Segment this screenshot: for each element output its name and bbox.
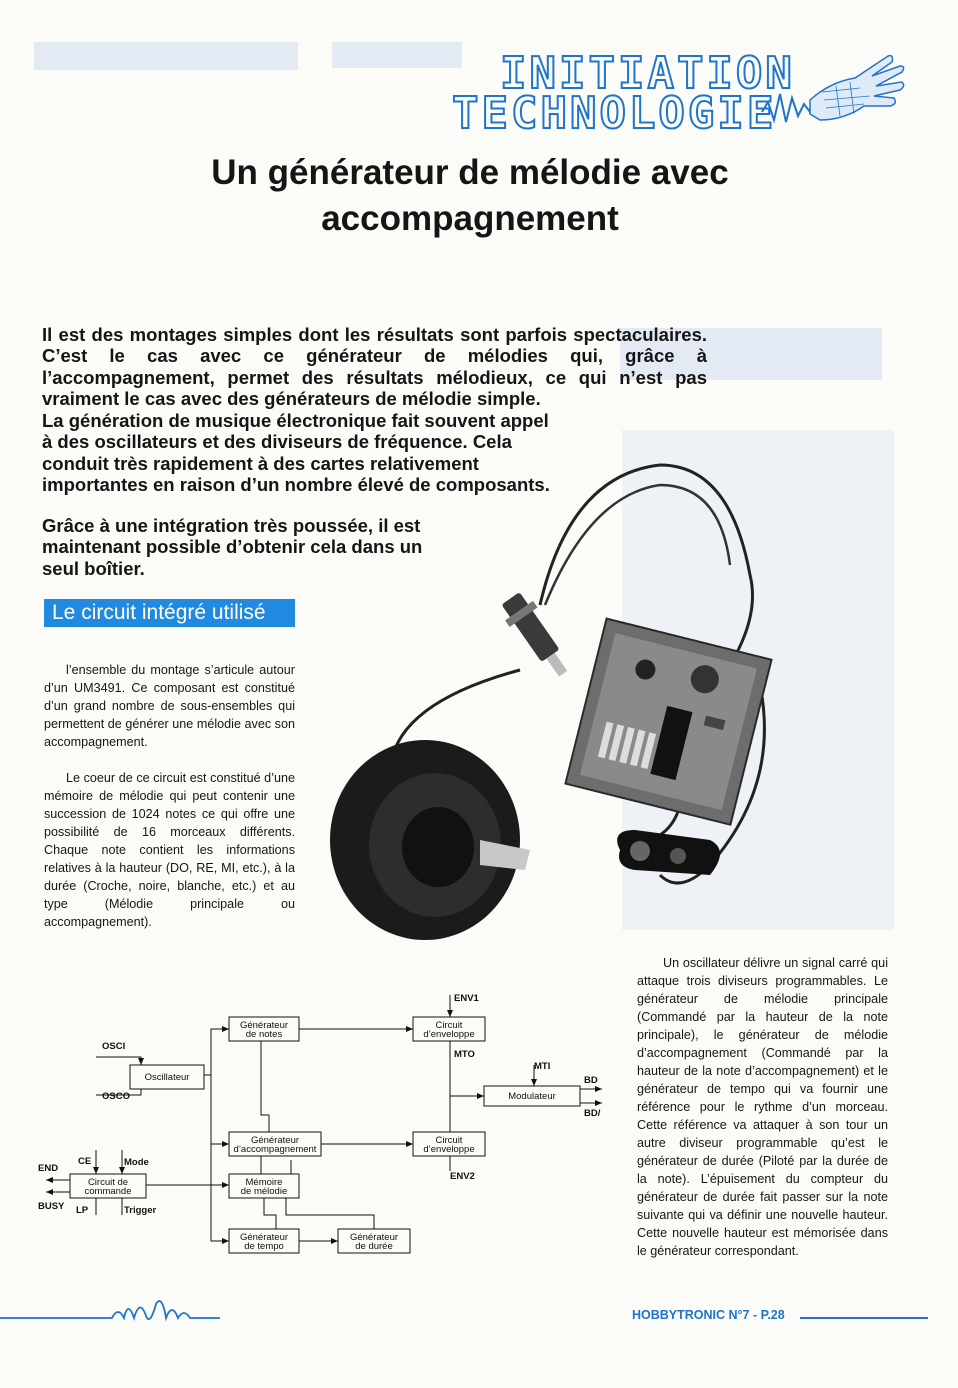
label-duree-1: Générateur xyxy=(349,1232,399,1243)
article-title: Un générateur de mélodie avec accompagnement xyxy=(211,153,729,238)
label-accomp-2: d’accompagnement xyxy=(233,1144,317,1155)
pin-trigger: Trigger xyxy=(124,1205,157,1216)
footer-rule-right xyxy=(800,1317,928,1319)
label-duree-2: de durée xyxy=(355,1241,393,1252)
label-oscillateur: Oscillateur xyxy=(144,1072,190,1083)
label-cmd-1: Circuit de xyxy=(87,1177,129,1188)
hand-wave-logo xyxy=(760,42,910,132)
intro-paragraph-1: Il est des montages simples dont les résultats sont parfois spectaculaires. C’est le cas avec ce générateur de mélodies qui, grâce à l’accompagnement, permet des résultats mélodieux, ce qui n’est pas vraiment le cas avec des générateurs de mélodie simple. xyxy=(42,324,707,409)
intro-paragraph-2: La génération de musique électronique fait souvent appel à des oscillateurs et des diviseurs de fréquence. Cela conduit très rapidement à des cartes relativement importantes en raison d’un nombre élevé de composants. xyxy=(42,410,550,495)
pin-mode: Mode xyxy=(124,1157,149,1168)
pin-lp: LP xyxy=(76,1205,89,1216)
label-env1-2: d’enveloppe xyxy=(423,1029,475,1040)
label-gen-notes-2: de notes xyxy=(245,1029,283,1040)
label-env1-1: Circuit xyxy=(435,1020,463,1031)
body-paragraph-1: l’ensemble du montage s’articule autour d’un UM3491. Ce composant est constitué d’un grand nombre de sous-ensembles qui permettent de générer une mélodie avec son accompagnement. xyxy=(44,663,295,749)
intro-paragraph-3: Grâce à une intégration très poussée, il est maintenant possible d’obtenir cela dans un seul boîtier. xyxy=(42,515,423,579)
pin-end: END xyxy=(38,1163,59,1174)
pin-osci: OSCI xyxy=(102,1041,126,1052)
label-tempo-2: de tempo xyxy=(244,1241,284,1252)
pin-env1: ENV1 xyxy=(454,993,479,1004)
bleed-through-band-mid xyxy=(332,42,462,68)
label-env2-1: Circuit xyxy=(435,1135,463,1146)
pin-ce: CE xyxy=(78,1156,92,1167)
label-tempo-1: Générateur xyxy=(239,1232,289,1243)
pin-mti: MTI xyxy=(534,1061,551,1072)
pin-env2: ENV2 xyxy=(450,1171,475,1182)
label-gen-notes-1: Générateur xyxy=(239,1020,289,1031)
header-initiation: INITIATION xyxy=(500,48,795,99)
label-memoire-1: Mémoire xyxy=(245,1177,283,1188)
pin-mto: MTO xyxy=(454,1049,475,1060)
pin-bd-bar: BD/ xyxy=(584,1108,601,1119)
circuit-photo xyxy=(330,455,790,945)
label-memoire-2: de mélodie xyxy=(240,1186,288,1197)
body-paragraph-2: Le coeur de ce circuit est constitué d’une mémoire de mélodie qui peut contenir une succession de 1024 notes ce qui offre une possibilité de 16 morceaux différents. Chaque note contient les informations relatives à la hauteur (DO, RE, MI, etc.), à la durée (Croche, noire, blanche, etc.) et au type (Mélodie principale ou accompagnement). xyxy=(44,771,295,929)
pin-busy: BUSY xyxy=(38,1201,65,1212)
bleed-through-band-left xyxy=(34,42,298,70)
block-diagram xyxy=(36,985,626,1255)
label-cmd-2: commande xyxy=(84,1186,132,1197)
footer-rule-left xyxy=(0,1296,220,1332)
footer-page-label: HOBBYTRONIC N°7 - P.28 xyxy=(632,1308,785,1322)
label-modulateur: Modulateur xyxy=(508,1091,556,1102)
pin-bd: BD xyxy=(584,1075,598,1086)
label-env2-2: d’enveloppe xyxy=(423,1144,475,1155)
section-heading: Le circuit intégré utilisé xyxy=(44,599,295,627)
label-accomp-1: Générateur xyxy=(250,1135,300,1146)
body-paragraph-3: Un oscillateur délivre un signal carré qui attaque trois diviseurs programmables. Le générateur de mélodie principale (Commandé par la hauteur de la note principale), le générateur de mélodie d’accompagnement (Commandé par la hauteur de la note d’accompagnement) et le générateur de tempo qui va fournir une référence pour le rythme d’un morceau. Cette référence va attaquer à son tour un autre diviseur programmable qu’est le générateur de durée (Piloté par la durée de la note). L’épuisement du compteur du générateur de durée fait passer sur la note suivante qui va définir une nouvelle hauteur. Cette nouvelle hauteur est mémorisée dans le générateur correspondant. xyxy=(637,956,888,1258)
pin-osco: OSCO xyxy=(102,1091,130,1102)
header-technologie: TECHNOLOGIE xyxy=(452,88,777,139)
